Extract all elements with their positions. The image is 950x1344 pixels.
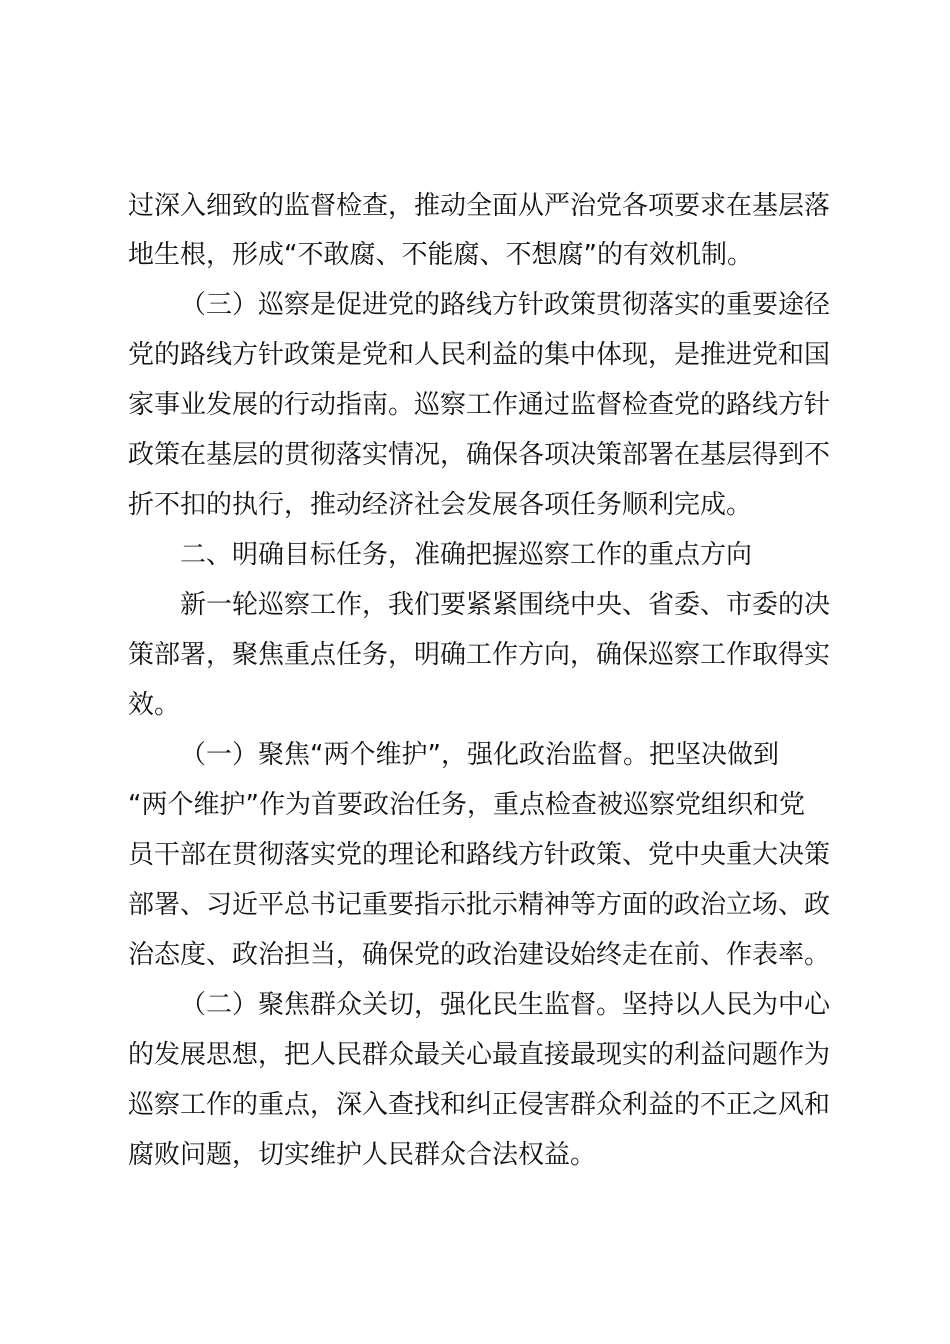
text-line: 效。	[128, 690, 181, 720]
text-line: 部署、习近平总书记重要指示批示精神等方面的政治立场、政	[128, 890, 831, 920]
text-line: 巡察工作的重点，深入查找和纠正侵害群众利益的不正之风和	[128, 1090, 831, 1120]
text-line: 家事业发展的行动指南。巡察工作通过监督检查党的路线方针	[128, 390, 831, 420]
text-line: 员干部在贯彻落实党的理论和路线方针政策、党中央重大决策	[128, 840, 831, 870]
text-line: 地生根，形成“不敢腐、不能腐、不想腐”的有效机制。	[128, 240, 753, 270]
text-line: 党的路线方针政策是党和人民利益的集中体现，是推进党和国	[128, 340, 831, 370]
text-line: “两个维护”作为首要政治任务，重点检查被巡察党组织和党	[128, 790, 805, 820]
text-line: 新一轮巡察工作，我们要紧紧围绕中央、省委、市委的决	[180, 590, 831, 620]
text-line: 政策在基层的贯彻落实情况，确保各项决策部署在基层得到不	[128, 440, 831, 470]
chapter-heading: 二、明确目标任务，准确把握巡察工作的重点方向	[180, 540, 753, 570]
text-line: 的发展思想，把人民群众最关心最直接最现实的利益问题作为	[128, 1040, 831, 1070]
section-heading: （三）巡察是促进党的路线方针政策贯彻落实的重要途径	[180, 290, 831, 320]
text-line: 策部署，聚焦重点任务，明确工作方向，确保巡察工作取得实	[128, 640, 831, 670]
text-line: （二）聚焦群众关切，强化民生监督。坚持以人民为中心	[180, 990, 831, 1020]
text-line: 过深入细致的监督检查，推动全面从严治党各项要求在基层落	[128, 191, 831, 221]
text-line: 折不扣的执行，推动经济社会发展各项任务顺利完成。	[128, 490, 753, 520]
text-line: 治态度、政治担当，确保党的政治建设始终走在前、作表率。	[128, 940, 831, 970]
text-line: 腐败问题，切实维护人民群众合法权益。	[128, 1140, 597, 1170]
text-line: （一）聚焦“两个维护”，强化政治监督。把坚决做到	[180, 740, 779, 770]
